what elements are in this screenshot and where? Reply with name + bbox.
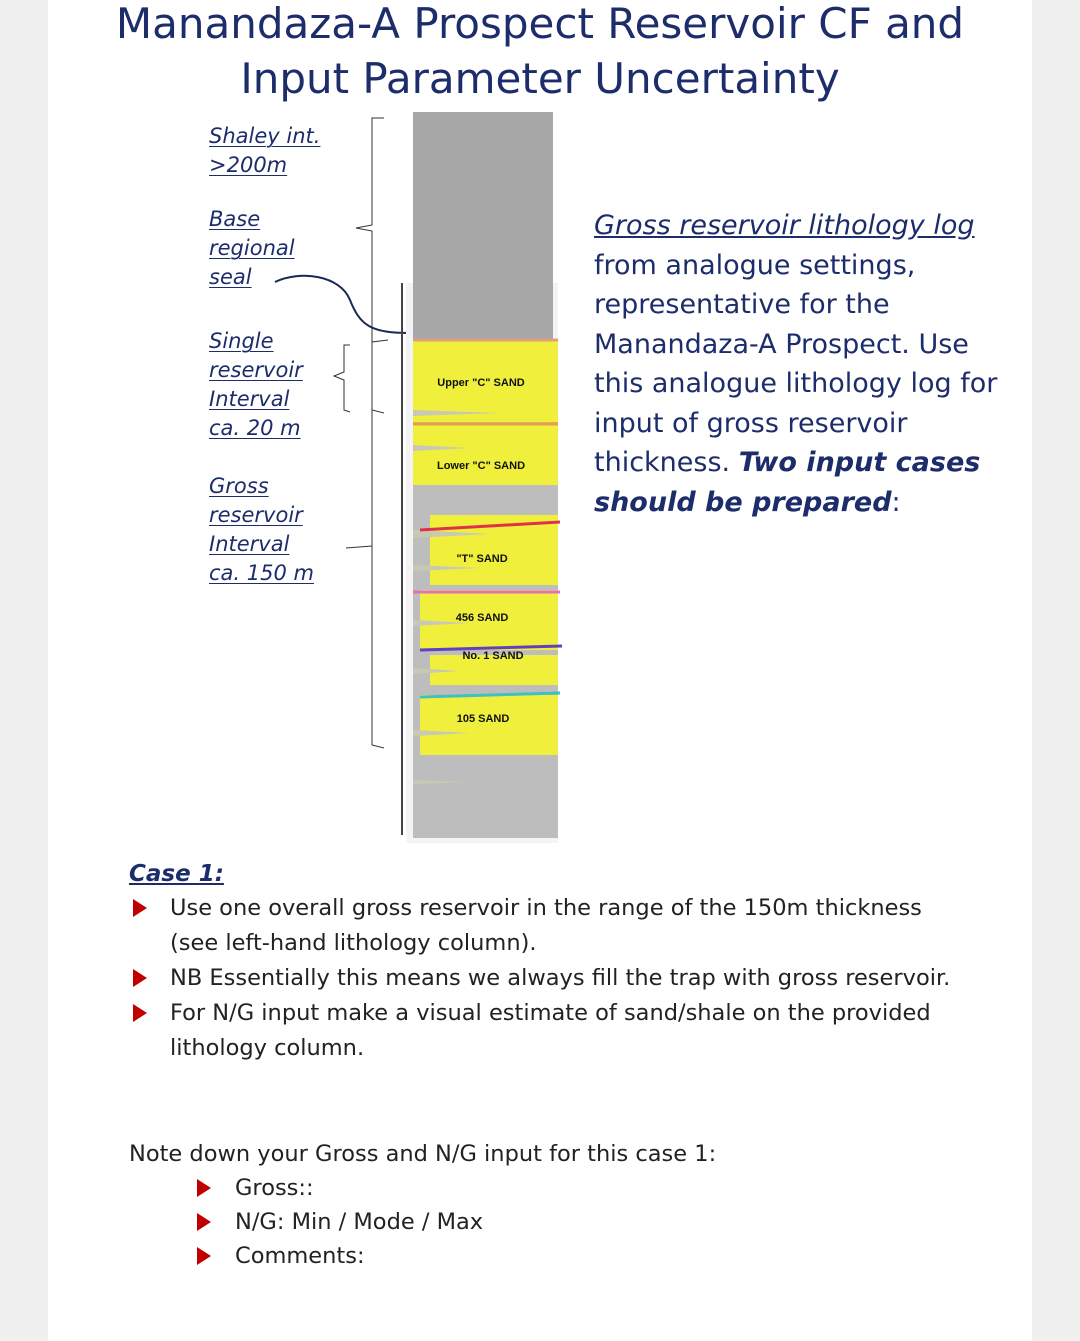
shale-seal-band — [413, 112, 553, 340]
note-item-text: Gross:: — [235, 1175, 314, 1201]
label-line: ca. 20 m — [209, 416, 301, 440]
label-line: Interval — [209, 532, 290, 556]
case-1-bullet — [129, 996, 970, 1066]
label-line: Interval — [209, 387, 290, 411]
gross-brace — [356, 118, 384, 748]
log-label-t-sand: "T" SAND — [456, 553, 508, 565]
note-heading: Note down your Gross and N/G input for this case 1: — [129, 1141, 717, 1167]
note-item-text: N/G: Min / Mode / Max — [235, 1209, 484, 1235]
arrow-bullet-icon — [133, 899, 147, 917]
case-1-bullet — [129, 961, 970, 996]
bullet-text: For N/G input make a visual estimate of sand/shale on the provided lithology column. — [170, 1000, 931, 1061]
description-bold: Two input cases should be prepared — [594, 447, 981, 518]
arrow-bullet-icon — [197, 1247, 211, 1265]
sand-105 — [420, 695, 558, 755]
label-line: seal — [209, 265, 252, 289]
case-1-title: Case 1: — [129, 861, 224, 887]
bullet-text: NB Essentially this means we always fill the trap with gross reservoir. — [170, 965, 951, 991]
note-section — [129, 1137, 716, 1273]
log-label-105-sand: 105 SAND — [456, 713, 510, 725]
description — [594, 206, 1014, 522]
arrow-bullet-icon — [133, 1004, 147, 1022]
label-line: Base — [209, 207, 261, 231]
arrow-bullet-icon — [133, 969, 147, 987]
arrow-bullet-icon — [197, 1213, 211, 1231]
label-line: reservoir — [209, 358, 303, 382]
title-line-2: Input Parameter Uncertainty — [240, 54, 840, 103]
log-label-456-sand: 456 SAND — [455, 612, 509, 624]
case-1-section — [129, 857, 970, 1066]
log-label-lower-c: Lower "C" SAND — [436, 460, 526, 472]
label-line: Gross — [209, 474, 269, 498]
description-end: : — [891, 486, 901, 518]
log-label-upper-c: Upper "C" SAND — [437, 377, 525, 389]
note-item-comments — [0, 1239, 716, 1273]
note-item-gross — [0, 1171, 716, 1205]
label-line: reservoir — [209, 503, 303, 527]
case-1-bullet — [129, 891, 970, 961]
label-line: Single — [209, 329, 274, 353]
single-brace-right — [372, 340, 388, 413]
description-text: from analogue settings, representative for the Manandaza-A Prospect. Use this analogue lithology log for input of gross reservoir thickness. — [594, 249, 998, 478]
bullet-text: Use one overall gross reservoir in the range of the 150m thickness (see left-hand lithology column). — [170, 895, 922, 956]
log-label-no1-sand: No. 1 SAND — [462, 650, 524, 662]
label-line: >200m — [209, 153, 288, 177]
label-line: Shaley int. — [209, 124, 321, 148]
sand-lower-c — [413, 425, 558, 485]
label-line: regional — [209, 236, 295, 260]
title-line-1: Manandaza-A Prospect Reservoir CF and — [115, 0, 965, 48]
arrow-bullet-icon — [197, 1179, 211, 1197]
gross-brace-tick — [346, 546, 372, 548]
single-brace-left — [334, 345, 350, 412]
seal-pointer-arrow — [275, 276, 410, 333]
label-line: ca. 150 m — [209, 561, 314, 585]
description-link: Gross reservoir lithology log — [594, 210, 975, 241]
note-item-text: Comments: — [235, 1243, 365, 1269]
note-item-ng — [0, 1205, 716, 1239]
